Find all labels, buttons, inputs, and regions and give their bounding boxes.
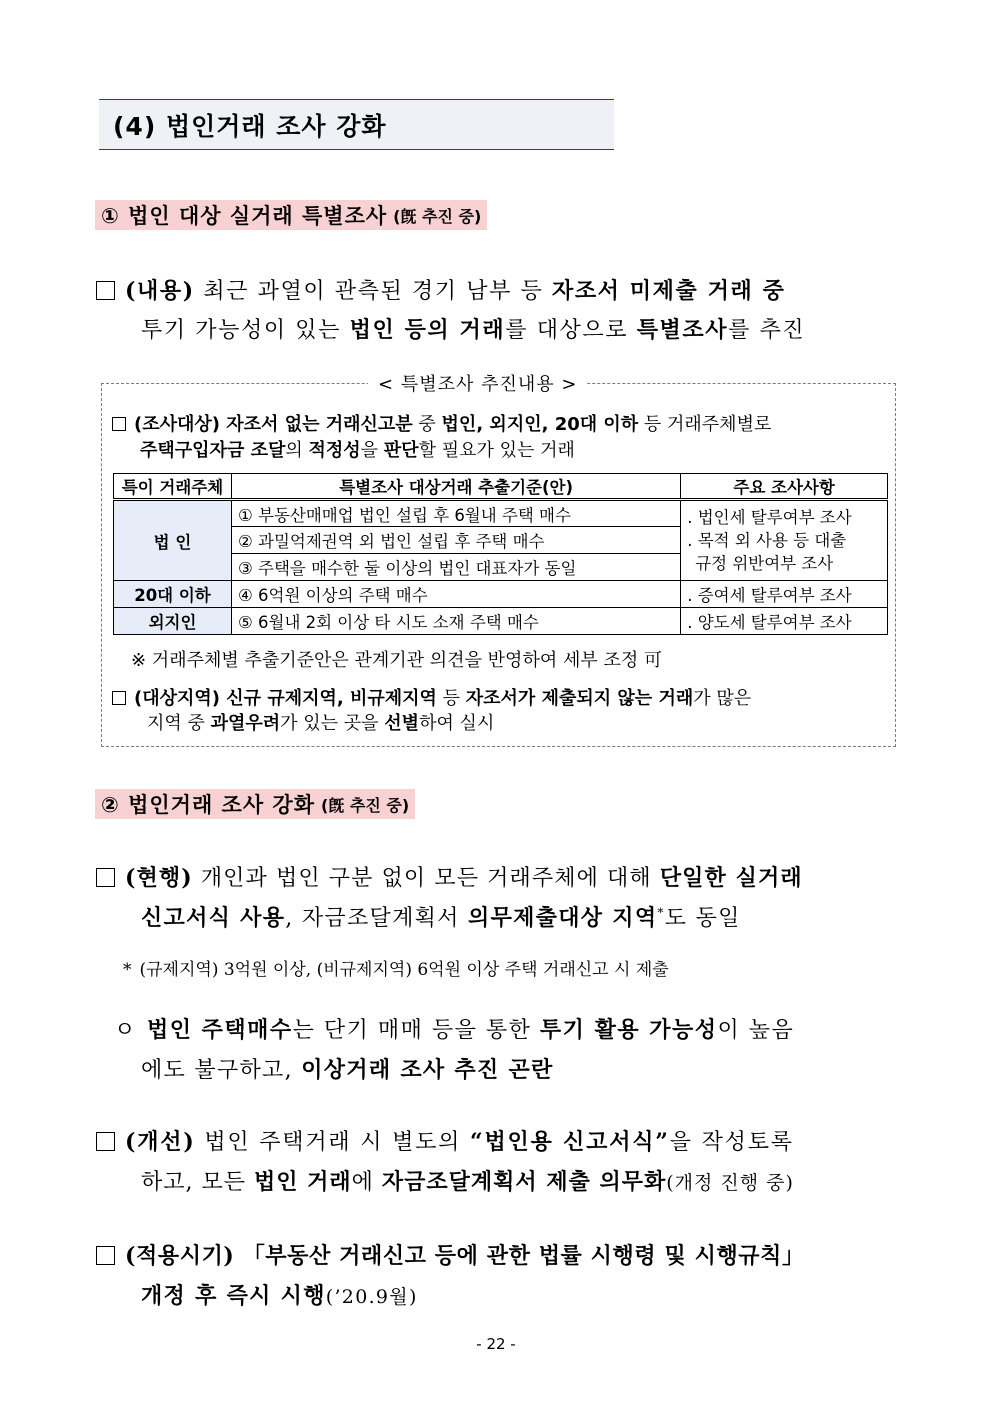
p2-tag: (현행) bbox=[125, 865, 193, 891]
p3-bold: 법인 주택매수 bbox=[147, 1017, 293, 1043]
table-row bbox=[114, 500, 888, 527]
panel-text: 의 bbox=[285, 440, 309, 461]
footnote-mark: * bbox=[123, 960, 132, 980]
panel-text: 할 필요가 있는 거래 bbox=[418, 440, 575, 461]
paragraph-3-line-2 bbox=[141, 1053, 554, 1084]
paragraph-4-line-1 bbox=[96, 1125, 794, 1156]
panel-bold: 자조서가 제출되지 않는 거래 bbox=[465, 688, 694, 709]
panel-text: 등 거래주체별로 bbox=[638, 414, 772, 435]
footnote-text: (규제지역) 3억원 이상, (비규제지역) 6억원 이상 주택 거래신고 시 제출 bbox=[139, 960, 669, 980]
paragraph-5-line-2 bbox=[141, 1279, 418, 1310]
table-subject: 외지인 bbox=[114, 608, 232, 635]
p2-bold: 단일한 실거래 bbox=[659, 865, 803, 891]
table-note-line: 규정 위반여부 조사 bbox=[695, 554, 834, 573]
p4-text: 하고, 모든 bbox=[141, 1170, 254, 1195]
checkbox-square-icon bbox=[96, 281, 115, 300]
p4-text: (개정 진행 중) bbox=[666, 1172, 794, 1194]
panel-region-line-1 bbox=[112, 684, 751, 710]
panel-text: 등 bbox=[436, 688, 466, 709]
checkbox-square-icon bbox=[112, 417, 126, 431]
panel-text: 을 bbox=[360, 440, 384, 461]
table-item: ⑤ 6월내 2회 이상 타 시도 소재 주택 매수 bbox=[231, 608, 680, 635]
paragraph-2-line-1 bbox=[96, 861, 803, 892]
p1-tag: (내용) bbox=[125, 278, 195, 304]
page-number: - 22 - bbox=[476, 1335, 516, 1353]
p4-text: 법인 주택거래 시 별도의 bbox=[195, 1130, 471, 1155]
p2-text: 개인과 법인 구분 없이 모든 거래주체에 대해 bbox=[192, 866, 660, 891]
panel-region-line-2 bbox=[147, 709, 494, 735]
checkbox-square-icon bbox=[112, 691, 126, 705]
p3-text: 에도 불구하고, bbox=[141, 1058, 302, 1083]
p1-text: 를 대상으로 bbox=[505, 318, 637, 343]
p1-text: 투기 가능성이 있는 bbox=[141, 318, 350, 343]
p3-bold: 투기 활용 가능성 bbox=[539, 1017, 718, 1043]
panel-bold: 판단 bbox=[383, 440, 419, 461]
panel-bold: 적정성 bbox=[308, 440, 361, 461]
panel-bold: 법인, 외지인, 20대 이하 bbox=[441, 414, 639, 435]
paragraph-3-line-1 bbox=[114, 1013, 794, 1044]
subheading-1-title: ① 법인 대상 실거래 특별조사 bbox=[101, 204, 388, 228]
table-item: ④ 6억원 이상의 주택 매수 bbox=[231, 581, 680, 608]
table-header: 특별조사 대상거래 추출기준(안) bbox=[231, 474, 680, 500]
p2-text: 도 동일 bbox=[664, 906, 741, 931]
subheading-2-title: ② 법인거래 조사 강화 bbox=[101, 793, 316, 817]
table-header-row bbox=[114, 474, 888, 500]
table-row bbox=[114, 581, 888, 608]
p4-bold: 법인 거래 bbox=[254, 1169, 352, 1195]
panel-target-line-1 bbox=[112, 410, 771, 436]
p3-text: 는 단기 매매 등을 통한 bbox=[292, 1018, 540, 1043]
criteria-table bbox=[113, 473, 888, 635]
panel-bold: 선별 bbox=[384, 713, 420, 734]
checkbox-square-icon bbox=[96, 1132, 115, 1151]
p5-tag: (적용시기) bbox=[125, 1243, 235, 1269]
panel-text: 하여 실시 bbox=[419, 713, 495, 734]
panel-region-tag: (대상지역) bbox=[134, 688, 221, 709]
panel-title: < 특별조사 추진내용 > bbox=[368, 370, 587, 396]
section-title: (4) 법인거래 조사 강화 bbox=[113, 111, 387, 141]
p1-text: 최근 과열이 관측된 경기 남부 등 bbox=[194, 279, 552, 304]
panel-text: 중 bbox=[412, 414, 442, 435]
panel-text: 가 많은 bbox=[693, 688, 752, 709]
table-subject: 20대 이하 bbox=[114, 581, 232, 608]
footnote-marker: * bbox=[657, 905, 665, 920]
checkbox-square-icon bbox=[96, 868, 115, 887]
p5-bold: 개정 후 즉시 시행 bbox=[141, 1283, 326, 1309]
p1-bold: 특별조사 bbox=[636, 317, 729, 343]
checkbox-square-icon bbox=[96, 1246, 115, 1265]
panel-bold: 주택구입자금 조달 bbox=[140, 440, 286, 461]
subheading-1-note: (旣 추진 중) bbox=[393, 206, 482, 226]
p1-bold: 법인 등의 거래 bbox=[349, 317, 506, 343]
paragraph-1-line-2 bbox=[141, 313, 805, 344]
table-subject: 법 인 bbox=[114, 500, 232, 581]
panel-remark: ※ 거래주체별 추출기준안은 관계기관 의견을 반영하여 세부 조정 可 bbox=[131, 650, 662, 671]
p3-text: 이 높음 bbox=[717, 1018, 795, 1043]
table-header: 특이 거래주체 bbox=[114, 474, 232, 500]
p2-bold: 신고서식 사용 bbox=[141, 905, 286, 931]
panel-bold: 신규 규제지역, 비규제지역 bbox=[220, 688, 437, 709]
table-note: . 양도세 탈루여부 조사 bbox=[681, 608, 888, 635]
table-item: ③ 주택을 매수한 둘 이상의 법인 대표자가 동일 bbox=[231, 554, 680, 581]
p4-tag: (개선) bbox=[125, 1129, 196, 1155]
table-header: 주요 조사사항 bbox=[681, 474, 888, 500]
p2-text: , 자금조달계획서 bbox=[285, 906, 469, 931]
table-row bbox=[114, 608, 888, 635]
panel-text: 가 있는 곳을 bbox=[280, 713, 385, 734]
p4-text: 에 bbox=[351, 1170, 382, 1195]
p2-bold: 의무제출대상 지역 bbox=[468, 905, 658, 931]
p4-bold: “법인용 신고서식” bbox=[470, 1129, 670, 1155]
p5-bold: 「부동산 거래신고 등에 관한 법률 시행령 및 시행규칙」 bbox=[234, 1243, 805, 1269]
bullet-circle-icon: ㅇ bbox=[114, 1018, 137, 1043]
table-note-line: . 법인세 탈루여부 조사 bbox=[687, 508, 852, 527]
table-note: . 증여세 탈루여부 조사 bbox=[681, 581, 888, 608]
panel-bold: 과열우려 bbox=[210, 713, 281, 734]
paragraph-5-line-1 bbox=[96, 1239, 805, 1270]
p4-bold: 자금조달계획서 제출 의무화 bbox=[381, 1169, 667, 1195]
panel-text: 지역 중 bbox=[147, 713, 211, 734]
table-note-line: . 목적 외 사용 등 대출 bbox=[687, 531, 847, 550]
paragraph-4-line-2 bbox=[141, 1165, 794, 1196]
section-header bbox=[99, 99, 614, 150]
p1-bold: 자조서 미제출 거래 중 bbox=[551, 278, 786, 304]
p4-text: 을 작성토록 bbox=[669, 1130, 794, 1155]
table-note bbox=[681, 500, 888, 581]
paragraph-1-line-1 bbox=[96, 274, 785, 305]
table-item: ① 부동산매매업 법인 설립 후 6월내 주택 매수 bbox=[231, 500, 680, 527]
panel-target-line-2 bbox=[140, 436, 575, 462]
panel-bold: 자조서 없는 거래신고분 bbox=[220, 414, 413, 435]
table-item: ② 과밀억제권역 외 법인 설립 후 주택 매수 bbox=[231, 527, 680, 554]
subheading-2-note: (旣 추진 중) bbox=[321, 795, 410, 815]
footnote bbox=[123, 955, 669, 980]
paragraph-2-line-2 bbox=[141, 901, 741, 932]
p5-text: (’20.9월) bbox=[325, 1286, 418, 1308]
p3-bold: 이상거래 조사 추진 곤란 bbox=[301, 1057, 554, 1083]
p1-text: 를 추진 bbox=[728, 318, 806, 343]
subheading-2 bbox=[95, 789, 415, 819]
subheading-1 bbox=[95, 200, 487, 230]
panel-target-tag: (조사대상) bbox=[134, 414, 221, 435]
